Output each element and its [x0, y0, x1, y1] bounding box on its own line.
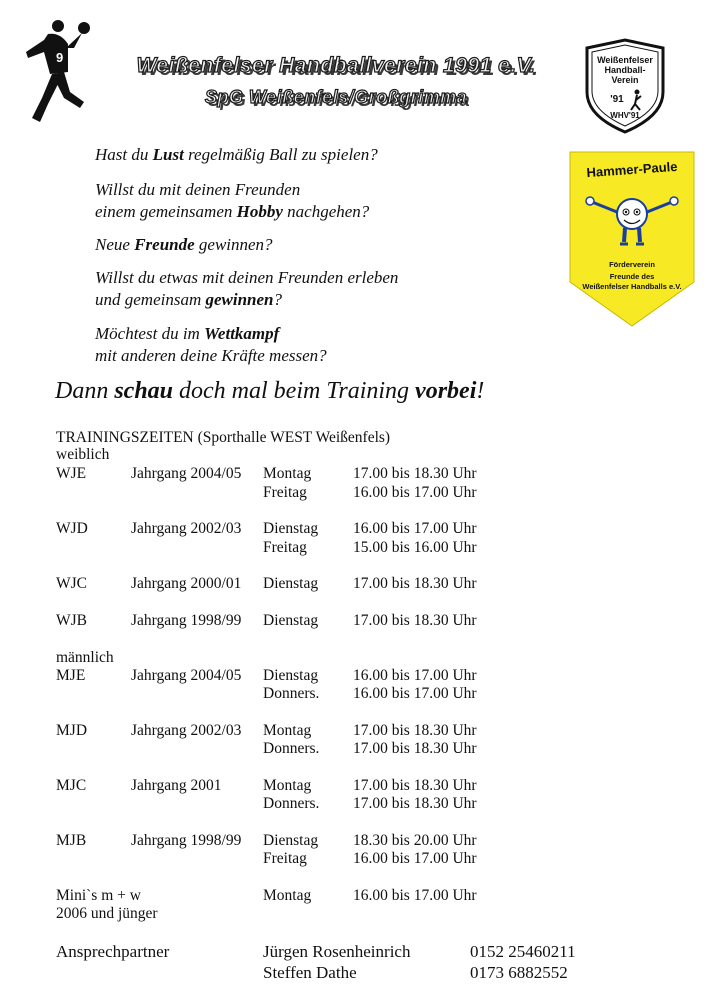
session-day: Dienstag [263, 667, 319, 684]
session-day: Montag [263, 777, 312, 794]
session-day: Freitag [263, 850, 307, 867]
svg-text:WHV'91: WHV'91 [610, 111, 640, 120]
contacts-label: Ansprechpartner [56, 942, 170, 961]
session-day: Dienstag [263, 520, 319, 537]
schedule-heading: TRAININGSZEITEN (Sporthalle WEST Weißenfels) [56, 429, 391, 446]
female-label: weiblich [56, 446, 110, 463]
session-time: 17.00 bis 18.30 Uhr [353, 465, 477, 482]
team-year: Jahrgang 2004/05 [131, 465, 242, 482]
handball-player-icon [14, 18, 96, 126]
spg-name-banner: SpG Weißenfels/Großgrimma [204, 87, 468, 107]
session-time: 17.00 bis 18.30 Uhr [353, 612, 477, 629]
team-label: MJB [56, 832, 87, 849]
session-time: 16.00 bis 17.00 Uhr [353, 667, 477, 684]
session-day: Dienstag [263, 832, 319, 849]
team-label: MJC [56, 777, 87, 794]
session-time: 18.30 bis 20.00 Uhr [353, 832, 477, 849]
team-label: MJE [56, 667, 86, 684]
svg-text:9: 9 [56, 50, 64, 65]
team-label: WJB [56, 612, 87, 629]
session-day: Freitag [263, 484, 307, 501]
session-time: 16.00 bis 17.00 Uhr [353, 484, 477, 501]
club-shield-logo [583, 38, 667, 134]
male-label: männlich [56, 649, 114, 666]
contact-phone: 0173 6882552 [470, 963, 568, 982]
team-label: WJC [56, 575, 87, 592]
pennant-line2: Freunde des [609, 272, 655, 281]
team-year: Jahrgang 2004/05 [131, 667, 242, 684]
session-time: 17.00 bis 18.30 Uhr [353, 795, 477, 812]
session-time: 16.00 bis 17.00 Uhr [353, 685, 477, 702]
team-label: MJD [56, 722, 88, 739]
svg-text:Weißenfelser: Weißenfelser [597, 55, 653, 65]
pennant-title: Hammer-Paule [586, 158, 678, 181]
contact-phone: 0152 25460211 [470, 942, 576, 961]
call-to-action: Dann schau doch mal beim Training vorbei! [55, 378, 485, 404]
session-day: Donners. [263, 685, 320, 702]
session-day: Montag [263, 887, 312, 904]
session-time: 17.00 bis 18.30 Uhr [353, 740, 477, 757]
question-freunde: Neue Freunde gewinnen? [95, 235, 273, 254]
pennant-line1: Förderverein [609, 260, 655, 269]
team-year: Jahrgang 2002/03 [131, 520, 242, 537]
session-day: Dienstag [263, 575, 319, 592]
session-time: 16.00 bis 17.00 Uhr [353, 520, 477, 537]
team-year: Jahrgang 2001 [131, 777, 222, 794]
pennant-line3: Weißenfelser Handballs e.V. [582, 282, 682, 291]
mini-team-label: Mini`s m + w [56, 887, 141, 904]
session-time: 15.00 bis 16.00 Uhr [353, 539, 477, 556]
question-hobby-line1: Willst du mit deinen Freunden [95, 180, 301, 199]
session-day: Donners. [263, 740, 320, 757]
team-year: Jahrgang 2000/01 [131, 575, 242, 592]
question-lust: Hast du Lust regelmäßig Ball zu spielen? [95, 145, 378, 164]
session-day: Dienstag [263, 612, 319, 629]
svg-text:Verein: Verein [611, 75, 639, 85]
session-time: 17.00 bis 18.30 Uhr [353, 722, 477, 739]
question-wettkampf-line2: mit anderen deine Kräfte messen? [95, 346, 327, 365]
session-time: 16.00 bis 17.00 Uhr [353, 850, 477, 867]
hammer-paule-pennant [568, 150, 696, 328]
session-time: 17.00 bis 18.30 Uhr [353, 777, 477, 794]
team-label: WJD [56, 520, 88, 537]
question-wettkampf-line1: Möchtest du im Wettkampf [95, 324, 280, 343]
mini-team-sub: 2006 und jünger [56, 905, 158, 922]
session-day: Montag [263, 465, 312, 482]
session-day: Montag [263, 722, 312, 739]
club-name-banner: Weißenfelser Handballverein 1991 e.V. [136, 54, 536, 77]
team-year: Jahrgang 1998/99 [131, 832, 242, 849]
session-day: Freitag [263, 539, 307, 556]
svg-text:Handball-: Handball- [604, 65, 646, 75]
question-hobby-line2: einem gemeinsamen Hobby nachgehen? [95, 202, 370, 221]
session-day: Donners. [263, 795, 320, 812]
team-year: Jahrgang 1998/99 [131, 612, 242, 629]
session-time: 17.00 bis 18.30 Uhr [353, 575, 477, 592]
svg-text:'91: '91 [610, 94, 624, 105]
team-label: WJE [56, 465, 87, 482]
team-year: Jahrgang 2002/03 [131, 722, 242, 739]
contact-name: Jürgen Rosenheinrich [263, 942, 411, 961]
contact-name: Steffen Dathe [263, 963, 357, 982]
question-erleben-line1: Willst du etwas mit deinen Freunden erleben [95, 268, 399, 287]
question-erleben-line2: und gemeinsam gewinnen? [95, 290, 283, 309]
session-time: 16.00 bis 17.00 Uhr [353, 887, 477, 904]
